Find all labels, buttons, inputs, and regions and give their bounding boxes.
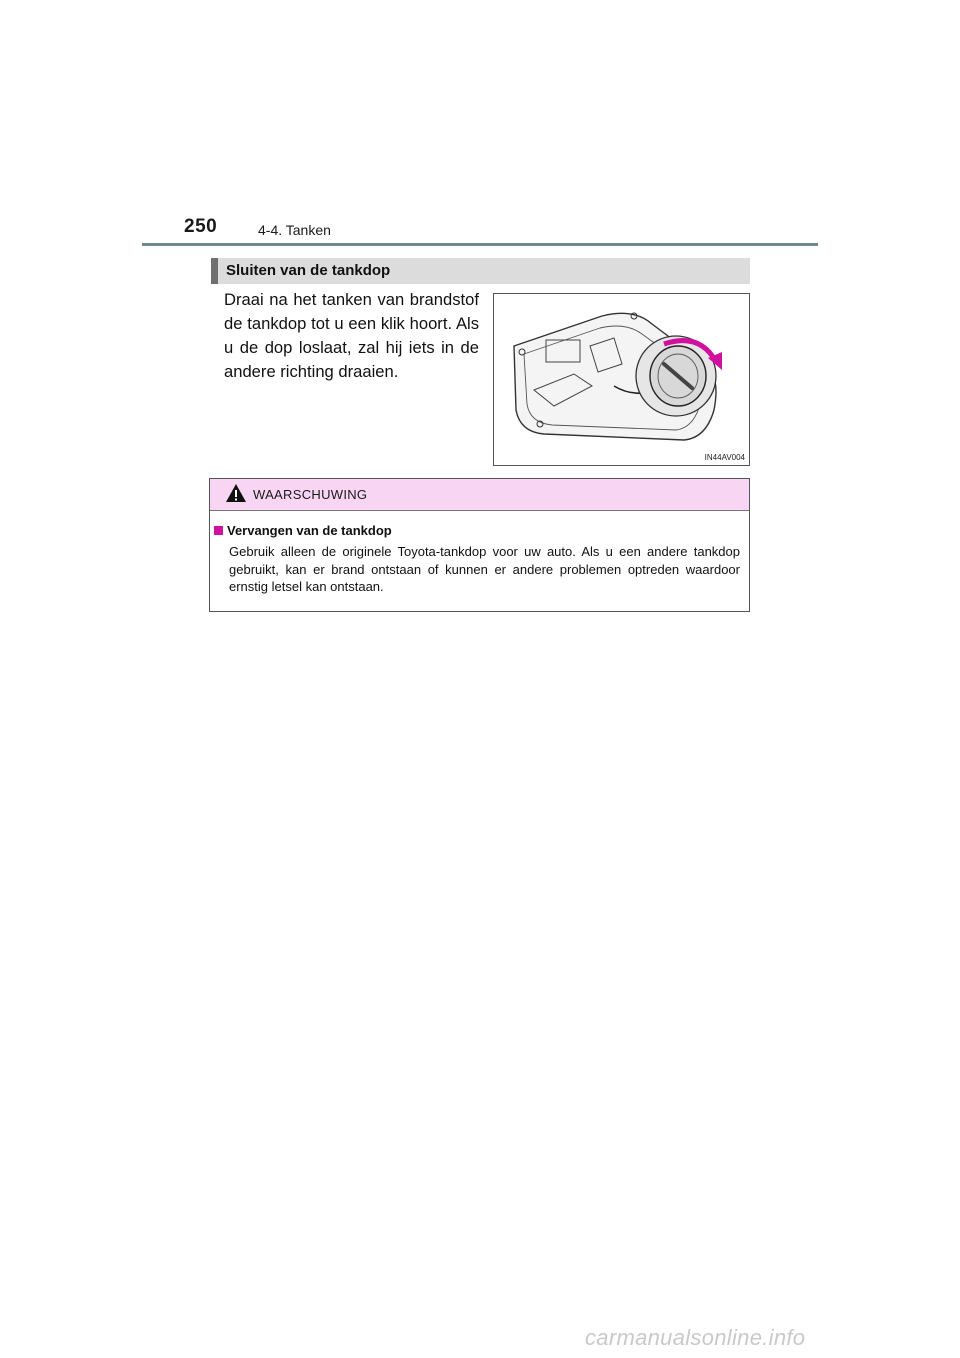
warning-item-heading [214, 523, 392, 538]
square-bullet-icon [214, 526, 223, 535]
fuel-door-drawing [494, 294, 749, 465]
warning-box [209, 478, 750, 612]
warning-title: WAARSCHUWING [253, 487, 368, 502]
warning-item-title-text: Vervangen van de tankdop [227, 523, 392, 538]
header-divider [142, 243, 818, 246]
warning-item-text: Gebruik alleen de originele Toyota-tankdop voor uw auto. Als u een andere tankdop gebruikt, kan er brand ontstaan of kunnen er andere problemen optreden waardoor ernstig letsel kan ontstaan. [229, 544, 740, 594]
instruction-paragraph: Draai na het tanken van brandstof de tankdop tot u een klik hoort. Als u de dop loslaat, zal hij iets in de andere richting draaien. [224, 290, 479, 381]
warning-triangle-icon [225, 483, 247, 503]
warning-header [210, 479, 749, 511]
chapter-title: 4-4. Tanken [258, 222, 331, 238]
page-number: 250 [184, 216, 218, 237]
section-heading [211, 258, 750, 284]
section-heading-text: Sluiten van de tankdop [226, 262, 391, 279]
fuel-cap-illustration [493, 293, 750, 466]
instruction-text [224, 288, 479, 384]
watermark: carmanualsonline.info [585, 1325, 806, 1350]
figure-code: IN44AV004 [704, 453, 745, 462]
